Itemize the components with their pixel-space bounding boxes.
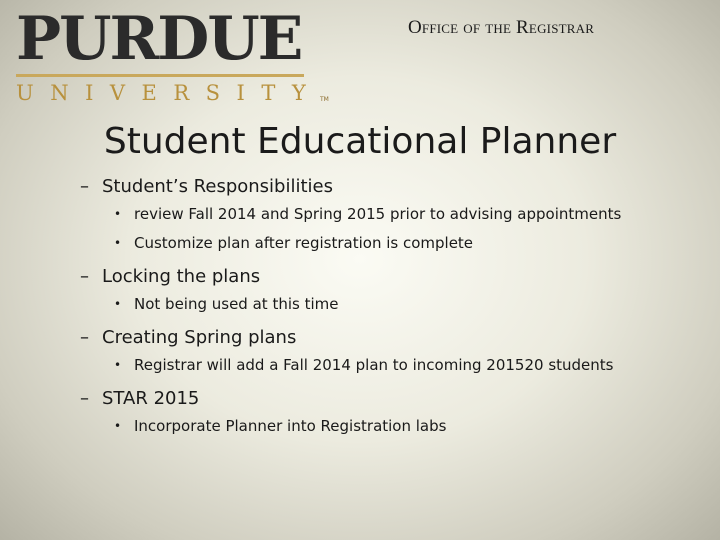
- logo-subtext: UNIVERSITY: [16, 81, 323, 105]
- section-heading: [80, 264, 700, 290]
- logo-rule: [16, 74, 304, 77]
- list-item-text: Registrar will add a Fall 2014 plan to incoming 201520 students: [134, 356, 614, 374]
- section-heading-text: STAR 2015: [102, 388, 200, 409]
- slide-title: Student Educational Planner: [103, 121, 617, 162]
- logo-trademark: TM: [320, 96, 329, 103]
- list-item: [80, 412, 700, 441]
- bullet-marker: •: [114, 236, 122, 250]
- bullet-list: [80, 170, 700, 447]
- section-heading: [80, 325, 700, 351]
- section-heading-text: Student’s Responsibilities: [102, 176, 333, 197]
- dash-marker: –: [80, 266, 89, 287]
- section-heading-text: Locking the plans: [102, 266, 261, 287]
- office-header: Office of the Registrar: [408, 17, 595, 38]
- section-star: [80, 386, 700, 441]
- list-item-text: review Fall 2014 and Spring 2015 prior to advising appointments: [134, 205, 622, 223]
- logo-wordmark: PURDUE: [16, 4, 302, 74]
- dash-marker: –: [80, 388, 89, 409]
- list-item-text: Customize plan after registration is complete: [134, 234, 474, 252]
- list-item: [80, 200, 700, 229]
- section-locking: [80, 264, 700, 319]
- list-item: [80, 290, 700, 319]
- section-heading: [80, 174, 700, 200]
- bullet-marker: •: [114, 207, 122, 221]
- section-heading-text: Creating Spring plans: [102, 327, 297, 348]
- list-item: [80, 351, 700, 380]
- dash-marker: –: [80, 176, 89, 197]
- section-spring-plans: [80, 325, 700, 380]
- bullet-marker: •: [114, 358, 122, 372]
- list-item-text: Incorporate Planner into Registration labs: [134, 417, 447, 435]
- bullet-marker: •: [114, 419, 122, 433]
- purdue-logo: [14, 4, 329, 105]
- list-item: [80, 229, 700, 258]
- dash-marker: –: [80, 327, 89, 348]
- section-heading: [80, 386, 700, 412]
- bullet-marker: •: [114, 297, 122, 311]
- list-item-text: Not being used at this time: [134, 295, 339, 313]
- section-responsibilities: [80, 174, 700, 258]
